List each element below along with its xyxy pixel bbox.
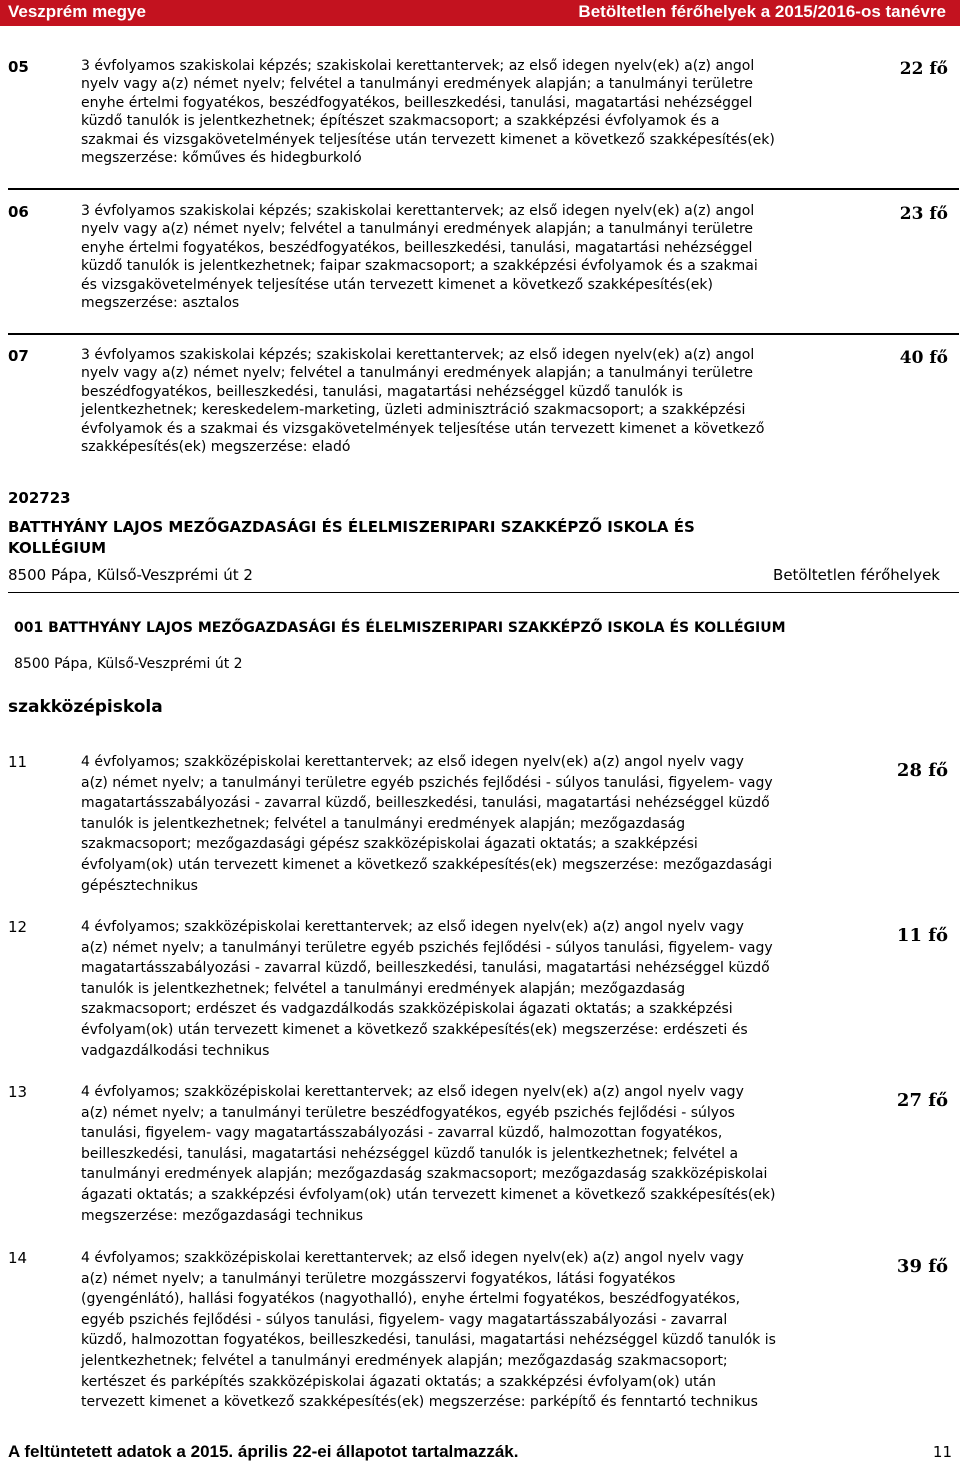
vacancy-count: 23 fő — [899, 204, 948, 224]
program-row — [0, 752, 960, 896]
program-description: 4 évfolyamos; szakközépiskolai kerettantervek; az első idegen nyelv(ek) a(z) angol nyelv vagy a(z) német nyelv; a tanulmányi területre egyéb pszichés fejlődési - súlyos tanulási, figyelem- vagy magatartásszabályozási - zavarral küzdő, beilleszkedési, tanulási, magatartási nehézséggel küzdő tanulók is jelentkezhetnek; felvétel a tanulmányi eredmények alapján; mezőgazdaság szakmacsoport; erdészet és vadgazdálkodás szakközépiskolai ágazati oktatás; a szakképzési évfolyam(ok) után tervezett kimenet a következő szakképesítés(ek) megszerzése: erdészeti és vadgazdálkodási technikus — [81, 919, 773, 1059]
program-code: 06 — [8, 203, 29, 221]
data-date-note: A feltüntetett adatok a 2015. április 22-ei állapotot tartalmazzák. — [8, 1442, 519, 1461]
vacancy-heading: Betöltetlen férőhelyek — [773, 566, 940, 584]
vacancy-count: 22 fő — [899, 59, 948, 79]
program-description: 4 évfolyamos; szakközépiskolai kerettantervek; az első idegen nyelv(ek) a(z) angol nyelv vagy a(z) német nyelv; a tanulmányi területre beszédfogyatékos, egyéb pszichés fejlődési - súlyos tanulási, figyelem- vagy magatartásszabályozási - zavarral küzdő, halmozottan fogyatékos, beilleszkedési, tanulási, magatartási nehézséggel küzdő tanulók is jelentkezhetnek; felvétel a tanulmányi eredmények alapján; mezőgazdaság szakmacsoport; mezőgazdaság szakközépiskolai ágazati oktatás; a szakképzési évfolyam(ok) után tervezett kimenet a következő szakképesítés(ek) megszerzése: mezőgazdasági technikus — [81, 1084, 776, 1224]
program-row — [0, 346, 960, 456]
row-divider — [8, 333, 959, 335]
program-code: 11 — [8, 753, 28, 771]
school-divider — [8, 592, 959, 593]
program-row — [0, 1248, 960, 1413]
program-description: 3 évfolyamos szakiskolai képzés; szakiskolai kerettantervek; az első idegen nyelv(ek) a(z) angol nyelv vagy a(z) német nyelv; felvétel a tanulmányi eredmények alapján; a tanulmányi területre beszédfogyatékos, beilleszkedési, tanulási, magatartási nehézséggel küzdő tanulók is jelentkezhetnek; kereskedelem-marketing, üzleti adminisztráció szakmacsoport; a szakképzési évfolyamok és a szakmai és vizsgakövetelmények teljesítése után tervezett kimenet a következő szakképesítés(ek) megszerzése: eladó — [81, 347, 765, 456]
program-description: 4 évfolyamos; szakközépiskolai kerettantervek; az első idegen nyelv(ek) a(z) angol nyelv vagy a(z) német nyelv; a tanulmányi területre egyéb pszichés fejlődési - súlyos tanulási, figyelem- vagy magatartásszabályozási - zavarral küzdő, beilleszkedési, tanulási, magatartási nehézséggel küzdő tanulók is jelentkezhetnek; felvétel a tanulmányi eredmények alapján; mezőgazdaság szakmacsoport; mezőgazdasági gépész szakközépiskolai ágazati oktatás; a szakképzési évfolyam(ok) után tervezett kimenet a következő szakképesítés(ek) megszerzése: mezőgazdasági gépésztechnikus — [81, 754, 773, 894]
program-description: 4 évfolyamos; szakközépiskolai kerettantervek; az első idegen nyelv(ek) a(z) angol nyelv vagy a(z) német nyelv; a tanulmányi területre mozgásszervi fogyatékos, látási fogyatékos (gyengénlátó), hallási fogyatékos (nagyothalló), enyhe értelmi fogyatékos, beszédfogyatékos, egyéb pszichés fejlődési - súlyos tanulási, figyelem- vagy magatartásszabályozási - zavarral küzdő, halmozottan fogyatékos, beilleszkedési, tanulási, magatartási nehézséggel küzdő tanulók is jelentkezhetnek; felvétel a tanulmányi eredmények alapján; mezőgazdaság szakmacsoport; kertészet és parképítés szakközépiskolai ágazati oktatás; a szakképzési évfolyam(ok) után tervezett kimenet a következő szakképesítés(ek) megszerzése: parképítő és fenntartó technikus — [81, 1250, 776, 1411]
school-type: szakközépiskola — [8, 697, 163, 717]
school-id: 202723 — [8, 489, 71, 507]
document-title: Betöltetlen férőhelyek a 2015/2016-os tanévre — [578, 2, 946, 21]
site-title: 001 BATTHYÁNY LAJOS MEZŐGAZDASÁGI ÉS ÉLELMISZERIPARI SZAKKÉPZŐ ISKOLA ÉS KOLLÉGIUM — [14, 620, 786, 636]
county-title: Veszprém megye — [8, 2, 146, 21]
school-name — [8, 517, 695, 559]
school-name-line: KOLLÉGIUM — [8, 539, 107, 557]
vacancy-count: 39 fő — [896, 1256, 948, 1277]
program-row — [0, 917, 960, 1061]
program-row — [0, 57, 960, 167]
program-description: 3 évfolyamos szakiskolai képzés; szakiskolai kerettantervek; az első idegen nyelv(ek) a(z) angol nyelv vagy a(z) német nyelv; felvétel a tanulmányi eredmények alapján; a tanulmányi területre enyhe értelmi fogyatékos, beszédfogyatékos, beilleszkedési, tanulási, magatartási nehézséggel küzdő tanulók is jelentkezhetnek; építészet szakmacsoport; a szakképzési évfolyamok és a szakmai és vizsgakövetelmények teljesítése után tervezett kimenet a következő szakképesítés(ek) megszerzése: kőműves és hidegburkoló — [81, 58, 775, 167]
vacancy-count: 40 fő — [899, 348, 948, 368]
program-code: 14 — [8, 1249, 28, 1267]
page-number: 11 — [932, 1443, 952, 1461]
school-name-line: BATTHYÁNY LAJOS MEZŐGAZDASÁGI ÉS ÉLELMISZERIPARI SZAKKÉPZŐ ISKOLA ÉS — [8, 518, 695, 536]
site-address: 8500 Pápa, Külső-Veszprémi út 2 — [14, 656, 243, 672]
vacancy-count: 11 fő — [896, 925, 948, 946]
page-header — [0, 0, 960, 26]
program-code: 07 — [8, 347, 29, 365]
program-code: 05 — [8, 58, 29, 76]
program-row — [0, 202, 960, 312]
program-code: 13 — [8, 1083, 28, 1101]
program-row — [0, 1082, 960, 1226]
program-description: 3 évfolyamos szakiskolai képzés; szakiskolai kerettantervek; az első idegen nyelv(ek) a(z) angol nyelv vagy a(z) német nyelv; felvétel a tanulmányi eredmények alapján; a tanulmányi területre enyhe értelmi fogyatékos, beszédfogyatékos, beilleszkedési, tanulási, magatartási nehézséggel küzdő tanulók is jelentkezhetnek; faipar szakmacsoport; a szakképzési évfolyamok és a szakmai és vizsgakövetelmények teljesítése után tervezett kimenet a következő szakképesítés(ek) megszerzése: asztalos — [81, 203, 758, 312]
vacancy-count: 27 fő — [896, 1090, 948, 1111]
program-code: 12 — [8, 918, 28, 936]
school-address: 8500 Pápa, Külső-Veszprémi út 2 — [8, 566, 253, 584]
vacancy-count: 28 fő — [896, 760, 948, 781]
row-divider — [8, 188, 959, 190]
